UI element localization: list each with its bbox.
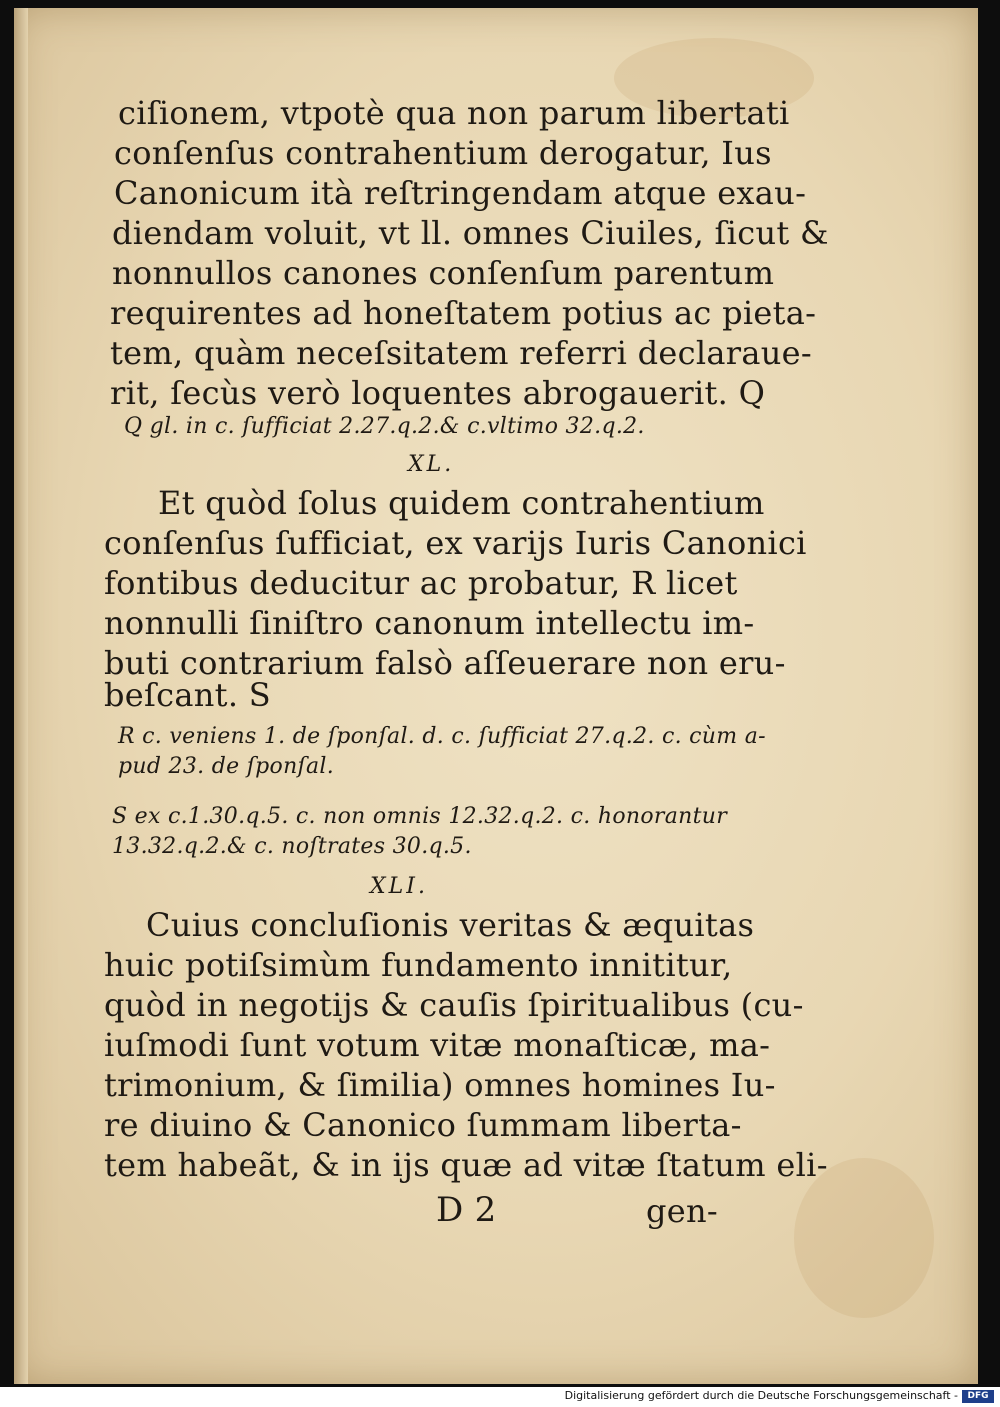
body-line: requirentes ad honeſtatem potius ac pieta- (110, 294, 817, 332)
marginal-note-r: R c. veniens 1. de ſponſal. d. c. ſufficiat 27.q.2. c. cùm a- (118, 724, 766, 749)
page-edge (14, 8, 28, 1384)
body-line: nonnulli ſiniſtro canonum intellectu im- (104, 604, 755, 642)
marginal-note-r: pud 23. de ſponſal. (118, 754, 335, 779)
body-line: nonnullos canones conſenſum parentum (112, 254, 775, 292)
section-heading: XL. (408, 452, 455, 477)
marginal-note-s: S ex c.1.30.q.5. c. non omnis 12.32.q.2. c. honorantur (112, 804, 728, 829)
signature-mark: D 2 (436, 1190, 497, 1230)
section-heading: XLI. (370, 874, 428, 899)
body-line: re diuino & Canonico ſummam liberta- (104, 1106, 742, 1144)
body-line: conſenſus contrahentium derogatur, Ius (114, 134, 772, 172)
body-line: Canonicum ità reſtringendam atque exau- (114, 174, 807, 212)
body-line: tem, quàm neceſsitatem referri declaraue- (110, 334, 813, 372)
footer-credit: Digitalisierung gefördert durch die Deutsche Forschungsgemeinschaft - (564, 1389, 958, 1402)
dfg-logo-icon: DFG (962, 1390, 994, 1403)
body-line: conſenſus ſufficiat, ex varijs Iuris Canonici (104, 524, 807, 562)
marginal-note-q: Q gl. in c. ſufficiat 2.27.q.2.& c.vltimo 32.q.2. (124, 414, 645, 439)
marginal-note-s: 13.32.q.2.& c. noſtrates 30.q.5. (112, 834, 472, 859)
body-line: rit, ſecùs verò loquentes abrogauerit. Q (110, 374, 766, 412)
body-line: buti contrarium falsò aſſeuerare non eru- (104, 644, 786, 682)
body-line: tem habeãt, & in ijs quæ ad vitæ ſtatum eli- (104, 1146, 828, 1184)
body-line: fontibus deducitur ac probatur, R licet (104, 564, 738, 602)
body-line: ciſionem, vtpotè qua non parum libertati (118, 94, 790, 132)
footer-bar (0, 1387, 1000, 1407)
body-line: diendam voluit, vt ll. omnes Ciuiles, ſicut & (112, 214, 829, 252)
catchword: gen- (646, 1192, 719, 1230)
body-line: huic potiſsimùm fundamento innititur, (104, 946, 733, 984)
body-line: Cuius concluſionis veritas & æquitas (146, 906, 755, 944)
body-line: iuſmodi ſunt votum vitæ monaſticæ, ma- (104, 1026, 771, 1064)
body-line: Et quòd ſolus quidem contrahentium (158, 484, 765, 522)
body-line: quòd in negotijs & cauſis ſpiritualibus (cu- (104, 986, 804, 1024)
body-line: trimonium, & ſimilia) omnes homines Iu- (104, 1066, 776, 1104)
body-line: beſcant. S (104, 676, 271, 714)
